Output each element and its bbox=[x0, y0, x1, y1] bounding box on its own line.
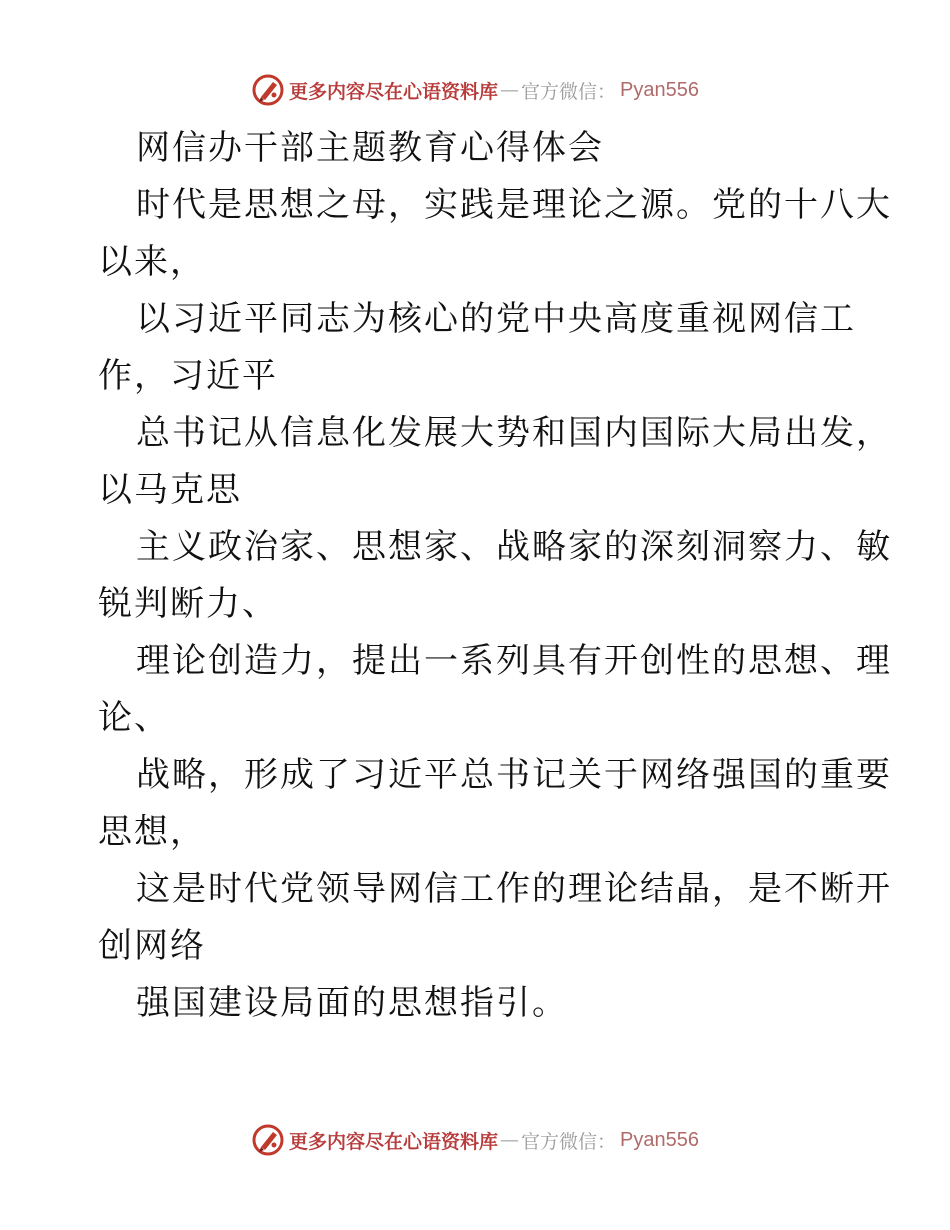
document-title: 网信办干部主题教育心得体会 bbox=[136, 128, 604, 168]
paragraph-line: 以习近平同志为核心的党中央高度重视网信工 bbox=[136, 299, 856, 339]
paragraph-line: 思想， bbox=[98, 812, 206, 852]
footer-separator: — bbox=[500, 1129, 520, 1151]
document-body bbox=[98, 120, 892, 1032]
paragraph-line: 战略，形成了习近平总书记关于网络强国的重要 bbox=[136, 755, 892, 795]
paragraph-line: 理论创造力，提出一系列具有开创性的思想、理 bbox=[136, 641, 892, 681]
paragraph-line: 这是时代党领导网信工作的理论结晶，是不断开 bbox=[136, 869, 892, 909]
footer-wechat-label: 官方微信： bbox=[521, 1130, 617, 1153]
paragraph-line: 创网络 bbox=[98, 926, 206, 966]
footer-watermark bbox=[0, 1120, 950, 1160]
header-watermark bbox=[0, 70, 950, 110]
paragraph-line: 强国建设局面的思想指引。 bbox=[136, 983, 568, 1023]
pen-logo-icon bbox=[251, 73, 285, 107]
footer-wechat-id: Pyan556 bbox=[620, 1128, 699, 1151]
header-separator: — bbox=[500, 79, 520, 101]
paragraph-line: 锐判断力、 bbox=[98, 584, 278, 624]
paragraph-line: 作，习近平 bbox=[98, 356, 278, 396]
header-promo-text: 更多内容尽在心语资料库 bbox=[289, 80, 499, 103]
paragraph-line: 论、 bbox=[98, 698, 170, 738]
paragraph-line: 总书记从信息化发展大势和国内国际大局出发， bbox=[136, 413, 892, 453]
paragraph-line: 主义政治家、思想家、战略家的深刻洞察力、敏 bbox=[136, 527, 892, 567]
header-wechat-id: Pyan556 bbox=[620, 78, 699, 101]
paragraph-line: 以来， bbox=[98, 242, 206, 282]
paragraph-line: 时代是思想之母，实践是理论之源。党的十八大 bbox=[136, 185, 892, 225]
paragraph-line: 以马克思 bbox=[98, 470, 242, 510]
pen-logo-icon bbox=[251, 1123, 285, 1157]
header-wechat-label: 官方微信： bbox=[521, 80, 617, 103]
footer-promo-text: 更多内容尽在心语资料库 bbox=[289, 1130, 499, 1153]
